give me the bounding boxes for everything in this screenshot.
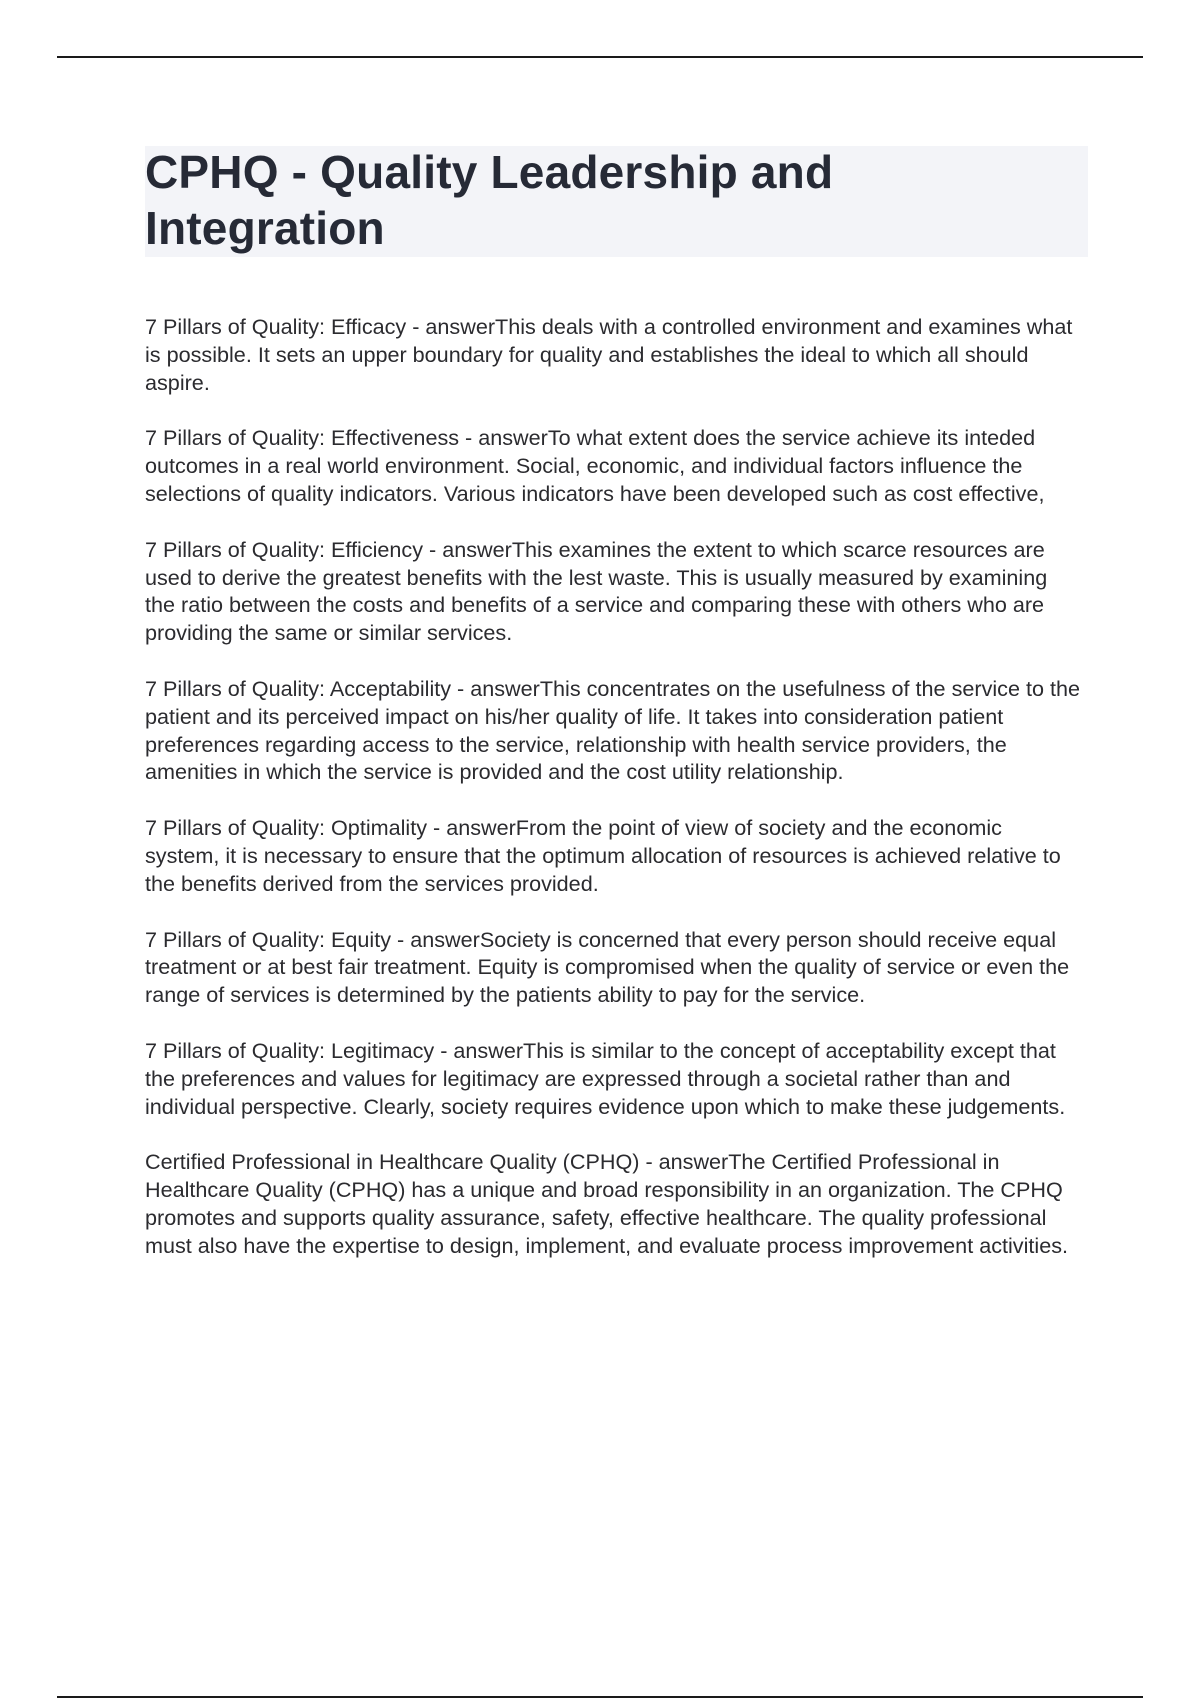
qa-entry-acceptability: 7 Pillars of Quality: Acceptability - answerThis concentrates on the usefulness of the service to the patient and its perceived impact on his/her quality of life. It takes into consideration patient preferences regarding access to the service, relationship with health service providers, the amenities in which the service is provided and the cost utility relationship.: [145, 675, 1080, 785]
header-divider: [57, 56, 1143, 58]
document-body: [145, 313, 1080, 1288]
qa-entry-cphq: Certified Professional in Healthcare Quality (CPHQ) - answerThe Certified Professional in Healthcare Quality (CPHQ) has a unique and broad responsibility in an organization. The CPHQ promotes and supports quality assurance, safety, effective healthcare. The quality professional must also have the expertise to design, implement, and evaluate process improvement activities.: [145, 1149, 1068, 1258]
qa-entry-equity: 7 Pillars of Quality: Equity - answerSociety is concerned that every person should receive equal treatment or at best fair treatment. Equity is compromised when the quality of service or even the range of services is determined by the patients ability to pay for the service.: [145, 926, 1070, 1008]
qa-entry-efficiency: 7 Pillars of Quality: Efficiency - answerThis examines the extent to which scarce resources are used to derive the greatest benefits with the lest waste. This is usually measured by examining the ratio between the costs and benefits of a service and comparing these with others who are providing the same or similar services.: [145, 536, 1048, 646]
qa-entry-effectiveness: 7 Pillars of Quality: Effectiveness - answerTo what extent does the service achieve its inteded outcomes in a real world environment. Social, economic, and individual factors influence the selections of quality indicators. Various indicators have been developed such as cost effective,: [145, 425, 1045, 506]
qa-entry-optimality: 7 Pillars of Quality: Optimality - answerFrom the point of view of society and the economic system, it is necessary to ensure that the optimum allocation of resources is achieved relative to the benefits derived from the services provided.: [145, 815, 1061, 896]
footer-divider: [57, 1696, 1143, 1698]
qa-entry-legitimacy: 7 Pillars of Quality: Legitimacy - answerThis is similar to the concept of acceptability except that the preferences and values for legitimacy are expressed through a societal rather than and individual perspective. Clearly, society requires evidence upon which to make these judgements.: [145, 1037, 1066, 1119]
document-title: CPHQ - Quality Leadership and Integration: [145, 146, 834, 254]
qa-entry-efficacy: 7 Pillars of Quality: Efficacy - answerThis deals with a controlled environment and examines what is possible. It sets an upper boundary for quality and establishes the ideal to which all should aspire.: [145, 314, 1073, 395]
